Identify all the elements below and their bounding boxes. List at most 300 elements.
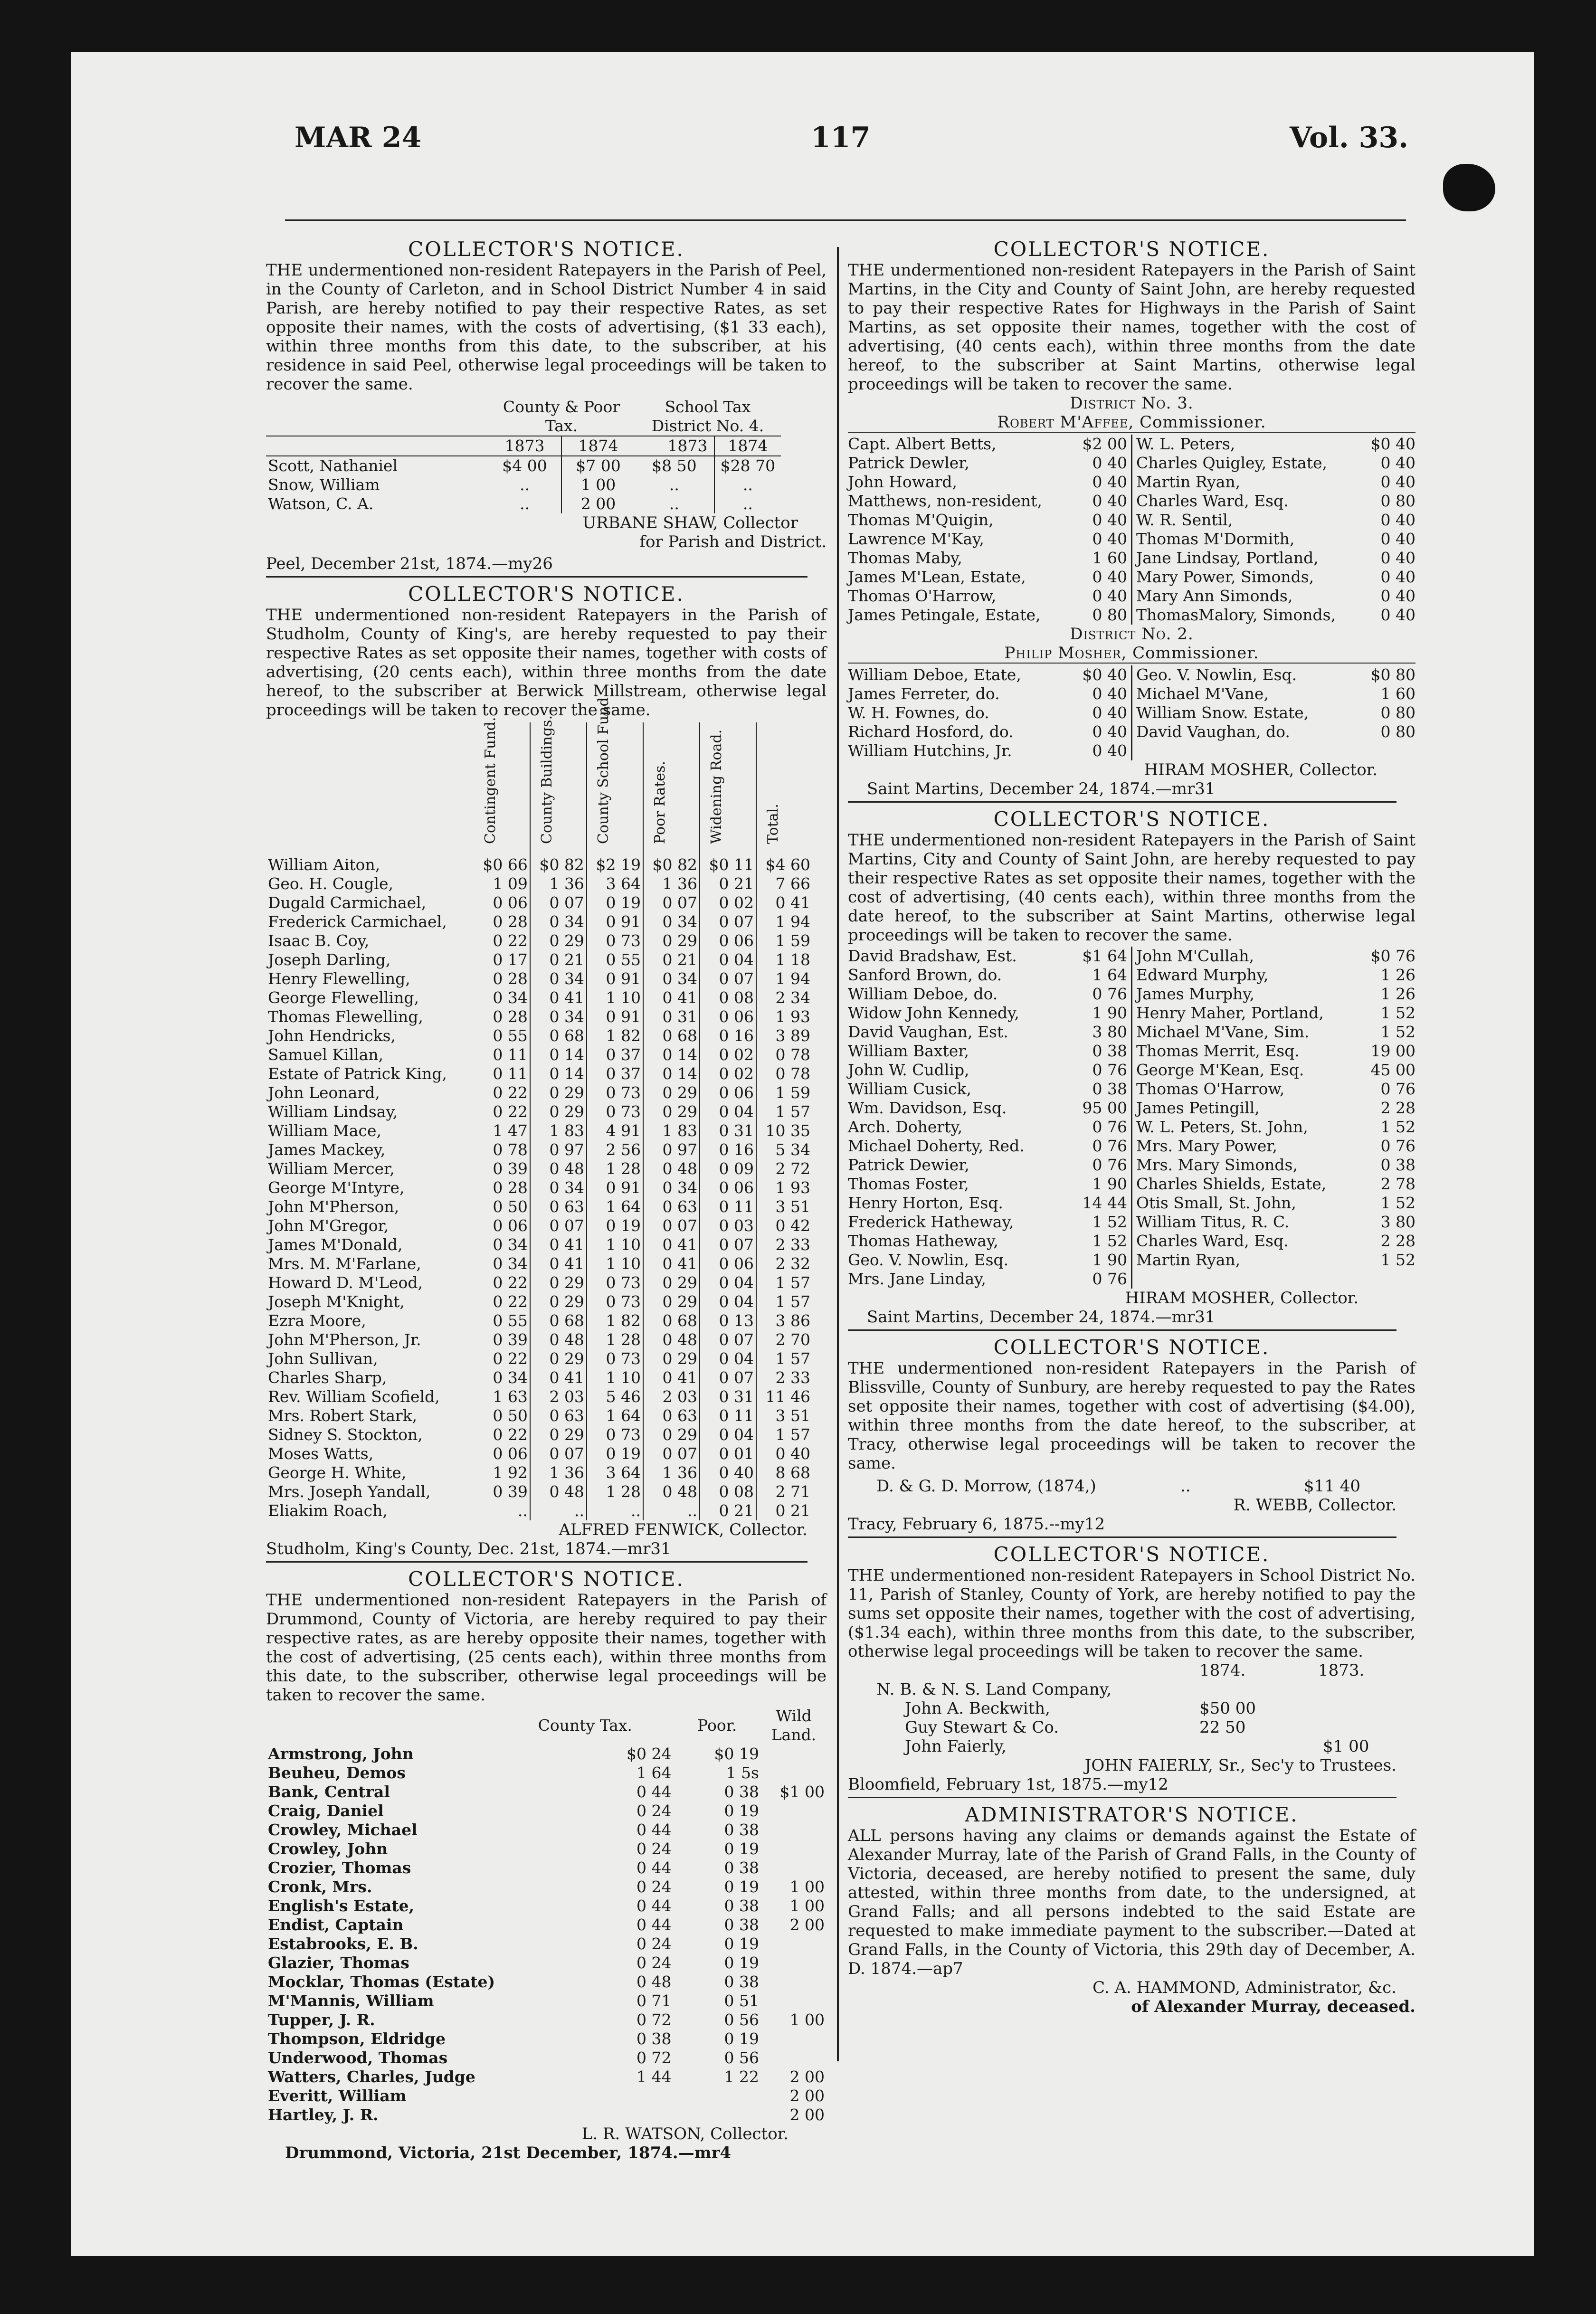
header-date: MAR 24 [294, 121, 422, 154]
ratepayer-name: Dugald Carmichael, [268, 893, 427, 912]
rate-amount: 0 80 [1092, 606, 1127, 624]
rate-amount: $1 00 [779, 1783, 825, 1801]
rate-amount: 2 72 [756, 1159, 812, 1178]
column-header-label: Contingent Fund. [482, 717, 499, 844]
table-row [266, 1425, 812, 1444]
list-item [1136, 1061, 1416, 1080]
rate-amount: 0 03 [700, 1216, 756, 1235]
ratepayer-name: Capt. Albert Betts, [848, 435, 997, 453]
list-item [848, 741, 1127, 760]
rate-amount: 5 34 [756, 1140, 812, 1159]
rate-amount: 0 19 [724, 2029, 759, 2048]
administrator-notice [848, 1803, 1416, 2016]
table-row [266, 1254, 812, 1273]
rate-amount: 1 18 [756, 950, 812, 969]
column-header [474, 717, 530, 855]
rate-amount: 0 19 [724, 1878, 759, 1896]
rate-amount: 0 40 [1380, 606, 1416, 624]
tax-amount: $4 00 [502, 456, 547, 475]
ratepayer-name: Watters, Charles, Judge [268, 2067, 475, 2086]
table-row [266, 1102, 812, 1121]
rate-amount: $0 66 [483, 855, 528, 874]
ratepayer-name: Geo. H. Cougle, [268, 874, 393, 893]
divider [266, 1561, 808, 1563]
ratepayer-name: Mrs. Robert Stark, [268, 1406, 418, 1425]
rate-amount [761, 1745, 826, 1764]
list-item [848, 606, 1127, 625]
rate-amount: 0 44 [636, 1916, 672, 1934]
year-header: 1873 [504, 436, 545, 455]
rate-amount: 0 06 [700, 1007, 756, 1026]
ratepayer-name: Moses Watts, [268, 1444, 374, 1463]
rate-amount [761, 1992, 826, 2011]
stanley-years: 1874. 1873. [1199, 1661, 1365, 1680]
rate-amount: 0 07 [643, 893, 700, 912]
rate-amount: 1 00 [789, 1878, 825, 1896]
table-row [266, 1463, 812, 1482]
rate-amount: 0 34 [493, 1235, 528, 1254]
tax-amount: 1 00 [561, 475, 635, 494]
list-item [1136, 568, 1416, 587]
rate-amount: 0 34 [530, 912, 587, 931]
rate-amount: 0 24 [636, 1954, 672, 1972]
table-row [266, 2086, 826, 2105]
ratepayer-name: Mrs. Mary Simonds, [1136, 1156, 1298, 1174]
table-row [266, 1764, 826, 1783]
rate-amount: 0 41 [643, 1368, 700, 1387]
list-item [1136, 1251, 1416, 1270]
list-item [1136, 454, 1416, 473]
notice-body: THE undermentioned non-resident Ratepayers in the Parish of Blissville, County of Sunbury, are hereby requested to pay the Rates set opposite their names, together with cost of advertising ($4.00), within three months from the date hereof, to the subscriber, at Tracy, otherwise legal proceedings will be taken to recover the same. [848, 1359, 1416, 1473]
rate-amount: 1 26 [1380, 985, 1416, 1003]
list-item [848, 587, 1127, 606]
ratepayer-name: Arch. Doherty, [848, 1118, 963, 1136]
rate-amount: 0 21 [530, 950, 587, 969]
list-item [848, 1251, 1127, 1270]
divider [266, 576, 808, 578]
list-item [848, 1213, 1127, 1232]
rate-amount: 0 21 [643, 950, 700, 969]
rate-amount: 1 00 [789, 1897, 825, 1915]
poor-header: Poor. [697, 1716, 737, 1735]
rate-amount: 0 63 [643, 1406, 700, 1425]
rate-amount: 0 06 [700, 1178, 756, 1197]
tax-amount: $7 00 [561, 456, 635, 475]
ratepayer-name: James Petingill, [1136, 1099, 1260, 1117]
rate-amount: 0 11 [493, 1045, 528, 1064]
list-item [1136, 1080, 1416, 1099]
ratepayer-name: Mary Ann Simonds, [1136, 587, 1293, 605]
ratepayer-name: Rev. William Scofield, [268, 1387, 440, 1406]
rate-amount: 0 29 [530, 1083, 587, 1102]
ratepayer-name: Armstrong, John [268, 1745, 414, 1763]
ratepayer-name: Thomas Hatheway, [848, 1232, 998, 1250]
rate-amount: 1 90 [1092, 1175, 1127, 1193]
table-row [266, 1311, 812, 1330]
notice-title: COLLECTOR'S NOTICE. [993, 237, 1270, 261]
rate-amount: 10 35 [756, 1121, 812, 1140]
rate-amount: 0 14 [530, 1045, 587, 1064]
notice-body: THE undermentioned non-resident Ratepayers in the Parish of Studholm, County of King's, are hereby requested to pay their respective Rates as set opposite their names, together with costs of advertising, (20 cents each), within three months from the date hereof, to the subscriber at Berwick Millstream, otherwise legal proceedings will be taken to recover the same. [266, 606, 826, 720]
district-2-heading: District No. 2. [1070, 625, 1194, 644]
ratepayer-name: Charles Quigley, Estate, [1136, 454, 1328, 472]
table-row [266, 1026, 812, 1045]
rate-amount: 0 34 [530, 1178, 587, 1197]
drummond-table [266, 1707, 826, 2124]
list-item [1136, 435, 1416, 454]
ratepayer-name: Cronk, Mrs. [268, 1878, 372, 1896]
rate-amount: 0 07 [643, 1444, 700, 1463]
ratepayer-name: Thomas O'Harrow, [1136, 1080, 1285, 1098]
district-2-commissioner: Philip Mosher, Commissioner. [1004, 644, 1259, 663]
rate-amount: 0 44 [636, 1859, 672, 1877]
rate-amount: 0 02 [700, 1064, 756, 1083]
table-row [266, 2029, 826, 2048]
blissville-notice [848, 1336, 1416, 1538]
table-row [266, 1349, 812, 1368]
table-row [266, 494, 781, 513]
rate-amount: 0 39 [493, 1482, 528, 1501]
list-item [1136, 684, 1416, 703]
list-item [848, 568, 1127, 587]
table-row [266, 1935, 826, 1954]
rate-amount: 0 44 [636, 1783, 672, 1801]
divider [848, 801, 1396, 803]
rate-amount: 1 83 [643, 1121, 700, 1140]
ratepayer-name: Endist, Captain [268, 1916, 404, 1934]
rate-amount: 1 57 [756, 1349, 812, 1368]
rate-amount: $4 60 [756, 855, 812, 874]
rate-amount: 0 40 [700, 1463, 756, 1482]
rate-amount: 0 04 [700, 1292, 756, 1311]
notice-body: ALL persons having any claims or demands against the Estate of Alexander Murray, late of the Parish of Grand Falls, in the County of Victoria, deceased, are hereby notified to present the same, duly attested, within three months from date, to the undersigned, at Grand Falls; and all persons indebted to the said Estate are requested to make immediate payment to the subscriber.—Dated at Grand Falls, in the County of Victoria, this 29th day of December, A. D. 1874.—ap7 [848, 1826, 1416, 1978]
rate-amount: 1 60 [1092, 549, 1127, 567]
rate-amount: 0 07 [643, 1216, 700, 1235]
ratepayer-name: Sidney S. Stockton, [268, 1425, 423, 1444]
year-header: 1874 [714, 436, 781, 456]
notice-body: THE undermentioned non-resident Ratepayers in the Parish of Saint Martins, City and County of Saint John, are hereby requested to pay their respective Rates as set opposite their names, together with the cost of advertising, (40 cents each), within three months from the date hereof, to the subscriber at Saint Martins, otherwise legal proceedings will be taken to recover the same. [848, 831, 1416, 945]
signature: R. WEBB, Collector. [1233, 1496, 1396, 1515]
ratepayer-name: Crowley, John [268, 1840, 388, 1858]
rate-amount: 0 17 [493, 950, 528, 969]
list-item [848, 947, 1127, 966]
list-item [848, 435, 1127, 454]
rate-amount: 2 03 [643, 1387, 700, 1406]
rate-amount: 0 40 [1380, 511, 1416, 529]
rate-amount: 0 24 [636, 1802, 672, 1820]
amount-1874: $50 00 [1199, 1699, 1256, 1718]
list-item [848, 1099, 1127, 1118]
table-row [266, 2011, 826, 2029]
rate-amount: 1 57 [756, 1425, 812, 1444]
ratepayer-name: John M'Pherson, [268, 1197, 399, 1216]
list-item [848, 454, 1127, 473]
list-item [1136, 966, 1416, 985]
list-item [848, 1194, 1127, 1213]
table-row [266, 456, 781, 475]
rate-amount: 0 68 [643, 1311, 700, 1330]
table-row [266, 1235, 812, 1254]
table-row [266, 1216, 812, 1235]
rate-amount: 1 64 [1092, 966, 1127, 984]
rate-amount: 0 41 [530, 1235, 587, 1254]
rate-amount: 0 40 [1380, 454, 1416, 472]
rate-amount: 8 68 [756, 1463, 812, 1482]
rate-amount: 0 19 [724, 1935, 759, 1953]
table-row [266, 874, 812, 893]
ratepayer-name: William Deboe, Etate, [848, 665, 1021, 684]
rate-amount: 0 48 [643, 1482, 700, 1501]
rate-amount: 0 72 [636, 2011, 672, 2029]
tax-amount: .. [714, 475, 781, 494]
spacer [266, 436, 488, 456]
ratepayer-name: Estabrooks, E. B. [268, 1935, 418, 1953]
rate-amount: 0 76 [1092, 1156, 1127, 1174]
ratepayer-name: Mrs. Jane Linday, [848, 1270, 986, 1288]
notice-date: Saint Martins, December 24, 1874.—mr31 [867, 1308, 1216, 1327]
table-row [266, 1973, 826, 1992]
stanley-list [848, 1680, 1416, 1756]
rate-amount: 0 73 [587, 1083, 643, 1102]
rate-amount: 0 07 [700, 969, 756, 988]
rate-amount: 0 91 [587, 1178, 643, 1197]
rate-amount: 0 41 [530, 1254, 587, 1273]
list-item [848, 473, 1127, 492]
rate-amount: 0 38 [724, 1897, 759, 1915]
rate-amount: 2 03 [530, 1387, 587, 1406]
list-item [1136, 703, 1416, 722]
column-header-label: Total. [765, 804, 782, 844]
ratepayer-name: Mocklar, Thomas (Estate) [268, 1973, 495, 1991]
ratepayer-name: Widow John Kennedy, [848, 1004, 1019, 1022]
rate-amount: 0 91 [587, 969, 643, 988]
ratepayer-name: John M'Gregor, [268, 1216, 389, 1235]
ratepayer-name: Richard Hosford, do. [848, 722, 1014, 741]
ratepayer-name: William Cusick, [848, 1080, 971, 1098]
rate-amount [761, 1802, 826, 1821]
rate-amount: 2 33 [756, 1235, 812, 1254]
ratepayer-name: Mrs. M. M'Farlane, [268, 1254, 421, 1273]
rate-amount: 0 19 [587, 1216, 643, 1235]
rate-amount: 2 28 [1380, 1232, 1416, 1250]
tax-amount: .. [714, 494, 781, 513]
list-item [1136, 1023, 1416, 1042]
rate-amount: $0 40 [1082, 665, 1127, 684]
ratepayer-name: Henry Flewelling, [268, 969, 410, 988]
rate-amount: 0 09 [700, 1159, 756, 1178]
divider [848, 1536, 1396, 1538]
notice-date: Saint Martins, December 24, 1874.—mr31 [867, 779, 1216, 798]
ratepayer-name: Otis Small, St. John, [1136, 1194, 1296, 1212]
rate-amount: 0 48 [636, 1973, 672, 1991]
table-row [266, 1121, 812, 1140]
rate-amount: 0 41 [756, 893, 812, 912]
table-row [266, 1897, 826, 1916]
list-item [1136, 1099, 1416, 1118]
rate-amount: $0 80 [1370, 665, 1416, 684]
signature: ALFRED FENWICK, Collector. [559, 1520, 808, 1539]
ratepayer-name: Craig, Daniel [268, 1802, 384, 1820]
notice-title: COLLECTOR'S NOTICE. [993, 1543, 1270, 1566]
rate-amount [761, 1935, 826, 1954]
ratepayer-name: David Bradshaw, Est. [848, 947, 1017, 965]
rate-amount: 1 63 [493, 1387, 528, 1406]
rate-amount: 0 19 [724, 1802, 759, 1820]
table-row [266, 1406, 812, 1425]
rate-amount: 2 56 [587, 1140, 643, 1159]
rate-amount: 0 06 [493, 1444, 528, 1463]
signature-title: for Parish and District. [639, 532, 826, 551]
table-row [266, 1159, 812, 1178]
stanley-notice [848, 1543, 1416, 1798]
ratepayer-name: Matthews, non-resident, [848, 492, 1042, 510]
ratepayer-name: Jane Lindsay, Portland, [1136, 549, 1319, 567]
rate-amount: 0 14 [643, 1045, 700, 1064]
wild-land-header: Wild Land. [771, 1707, 817, 1744]
ratepayer-name: Mary Power, Simonds, [1136, 568, 1314, 586]
ratepayer-name: George H. White, [268, 1463, 407, 1482]
rate-amount: 0 40 [1380, 549, 1416, 567]
table-row [266, 1802, 826, 1821]
rate-amount: 0 40 [1380, 587, 1416, 605]
rate-amount [761, 2048, 826, 2067]
rate-amount: 0 56 [724, 2011, 759, 2029]
rate-amount: 0 16 [700, 1026, 756, 1045]
rate-amount: 0 29 [530, 1349, 587, 1368]
rate-amount: 0 28 [493, 912, 528, 931]
list-item [1136, 1194, 1416, 1213]
ratepayer-name: Thomas O'Harrow, [848, 587, 997, 605]
signature: JOHN FAIERLY, Sr., Sec'y to Trustees. [1084, 1756, 1396, 1775]
rate-amount: 1 47 [493, 1121, 528, 1140]
rate-amount: 0 22 [493, 1349, 528, 1368]
ratepayer-name: John Howard, [848, 473, 958, 491]
table-row [266, 1444, 812, 1463]
ratepayer-name: William Baxter, [848, 1042, 969, 1060]
table-row [266, 950, 812, 969]
rate-amount: 0 34 [530, 1007, 587, 1026]
rate-amount: $0 40 [1370, 435, 1416, 453]
rate-amount: 1 28 [587, 1482, 643, 1501]
ratepayer-name: Geo. V. Nowlin, Esq. [1136, 665, 1297, 684]
rate-amount: 0 13 [700, 1311, 756, 1330]
rate-amount: 1 57 [756, 1292, 812, 1311]
list-item [848, 1080, 1127, 1099]
rate-amount: 0 68 [530, 1311, 587, 1330]
table-row [266, 893, 812, 912]
rate-amount: 1 57 [756, 1102, 812, 1121]
table-row [266, 1368, 812, 1387]
rate-amount: 0 91 [587, 912, 643, 931]
tax-amount: .. [669, 494, 679, 513]
rate-amount: 0 40 [1092, 530, 1127, 548]
rate-amount: 0 19 [724, 1954, 759, 1972]
ratepayer-name: William Aiton, [268, 855, 380, 874]
ratepayer-name: Joseph M'Knight, [268, 1292, 405, 1311]
rate-amount: 0 73 [587, 1292, 643, 1311]
ratepayer-name: James M'Lean, Estate, [848, 568, 1026, 586]
rate-amount: 2 34 [756, 988, 812, 1007]
rate-amount: 0 40 [756, 1444, 812, 1463]
rate-amount: 1 26 [1380, 966, 1416, 984]
rate-amount: 0 07 [530, 893, 587, 912]
rate-amount: 1 28 [587, 1159, 643, 1178]
ratepayer-name: Bank, Central [268, 1783, 390, 1801]
table-row [266, 1178, 812, 1197]
rate-amount: $2 19 [587, 855, 643, 874]
district-3-heading: District No. 3. [1070, 394, 1194, 413]
rate-amount: 0 41 [643, 1254, 700, 1273]
list-item [1136, 1156, 1416, 1175]
rate-amount: 4 91 [587, 1121, 643, 1140]
ratepayer-name: Sanford Brown, do. [848, 966, 1002, 984]
rate-amount: 0 50 [493, 1197, 528, 1216]
ratepayer-name: John Hendricks, [268, 1026, 396, 1045]
rate-amount: 1 10 [587, 1235, 643, 1254]
rate-amount: 0 76 [1092, 1118, 1127, 1136]
list-item [905, 1699, 1416, 1718]
blissville-entry: D. & G. D. Morrow, (1874,) .. $11 40 [876, 1477, 1360, 1496]
tax-amount: $8 50 [652, 456, 697, 475]
rate-amount: 0 97 [643, 1140, 700, 1159]
rate-amount: 1 22 [724, 2067, 759, 2086]
rate-amount: 0 22 [493, 1292, 528, 1311]
rate-amount: 0 38 [724, 1859, 759, 1877]
list-item [848, 1156, 1127, 1175]
header-page-number: 117 [811, 121, 871, 154]
table-row [266, 1859, 826, 1878]
ratepayer-name: Henry Maher, Portland, [1136, 1004, 1324, 1022]
ratepayer-name: William Mercer, [268, 1159, 395, 1178]
list-item [1136, 722, 1416, 741]
rate-amount: 0 40 [1092, 473, 1127, 491]
ratepayer-name: English's Estate, [268, 1897, 415, 1915]
list-item [1136, 587, 1416, 606]
rate-amount: 1 10 [587, 988, 643, 1007]
rate-amount: 0 41 [530, 1368, 587, 1387]
rate-amount: 0 28 [493, 1007, 528, 1026]
peel-table [266, 398, 781, 513]
list-item [848, 1175, 1127, 1194]
ratepayer-name: James Ferreter, do. [848, 684, 1000, 703]
rate-amount: 2 32 [756, 1254, 812, 1273]
rate-amount: 3 89 [756, 1026, 812, 1045]
column-header-label: County School Fund [595, 697, 612, 844]
rate-amount: 0 68 [643, 1026, 700, 1045]
ratepayer-name: Lawrence M'Kay, [848, 530, 984, 548]
notice-date: Bloomfield, February 1st, 1875.—my12 [848, 1775, 1168, 1794]
list-item [1136, 1042, 1416, 1061]
list-item [848, 1042, 1127, 1061]
rate-amount: 0 68 [530, 1026, 587, 1045]
rate-amount: 0 31 [643, 1007, 700, 1026]
rate-amount: 0 55 [493, 1311, 528, 1330]
tax-amount: .. [669, 475, 679, 494]
table-row [266, 1273, 812, 1292]
rate-amount: 0 21 [700, 874, 756, 893]
list-item [1136, 1118, 1416, 1137]
ratepayer-name: Michael M'Vane, [1136, 684, 1269, 703]
rate-amount: 0 22 [493, 1425, 528, 1444]
rate-amount: 0 08 [700, 988, 756, 1007]
ratepayer-name: Scott, Nathaniel [268, 456, 398, 475]
rate-amount: 0 41 [643, 988, 700, 1007]
notice-body: THE undermentioned non-resident Ratepayers in School District No. 11, Parish of Stanley, County of York, are hereby notified to pay the sums set opposite their names, together with the cost of advertising, ($1.34 each), within three months from this date, to the subscriber, otherwise legal proceedings will be taken to recover the same. [848, 1566, 1416, 1661]
table-row [266, 1387, 812, 1406]
rate-amount: 1 59 [756, 1083, 812, 1102]
notice-body: THE undermentioned non-resident Ratepayers in the Parish of Saint Martins, in the City and County of Saint John, are hereby requested to pay their respective Rates for Highways in the Parish of Saint Martins, as set opposite their names, together with the cost of advertising, (40 cents each), within three months from the date hereof, to the subscriber at Saint Martins, otherwise legal proceedings will be taken to recover the same. [848, 261, 1416, 394]
county-poor-header: County & Poor Tax. [503, 398, 620, 435]
